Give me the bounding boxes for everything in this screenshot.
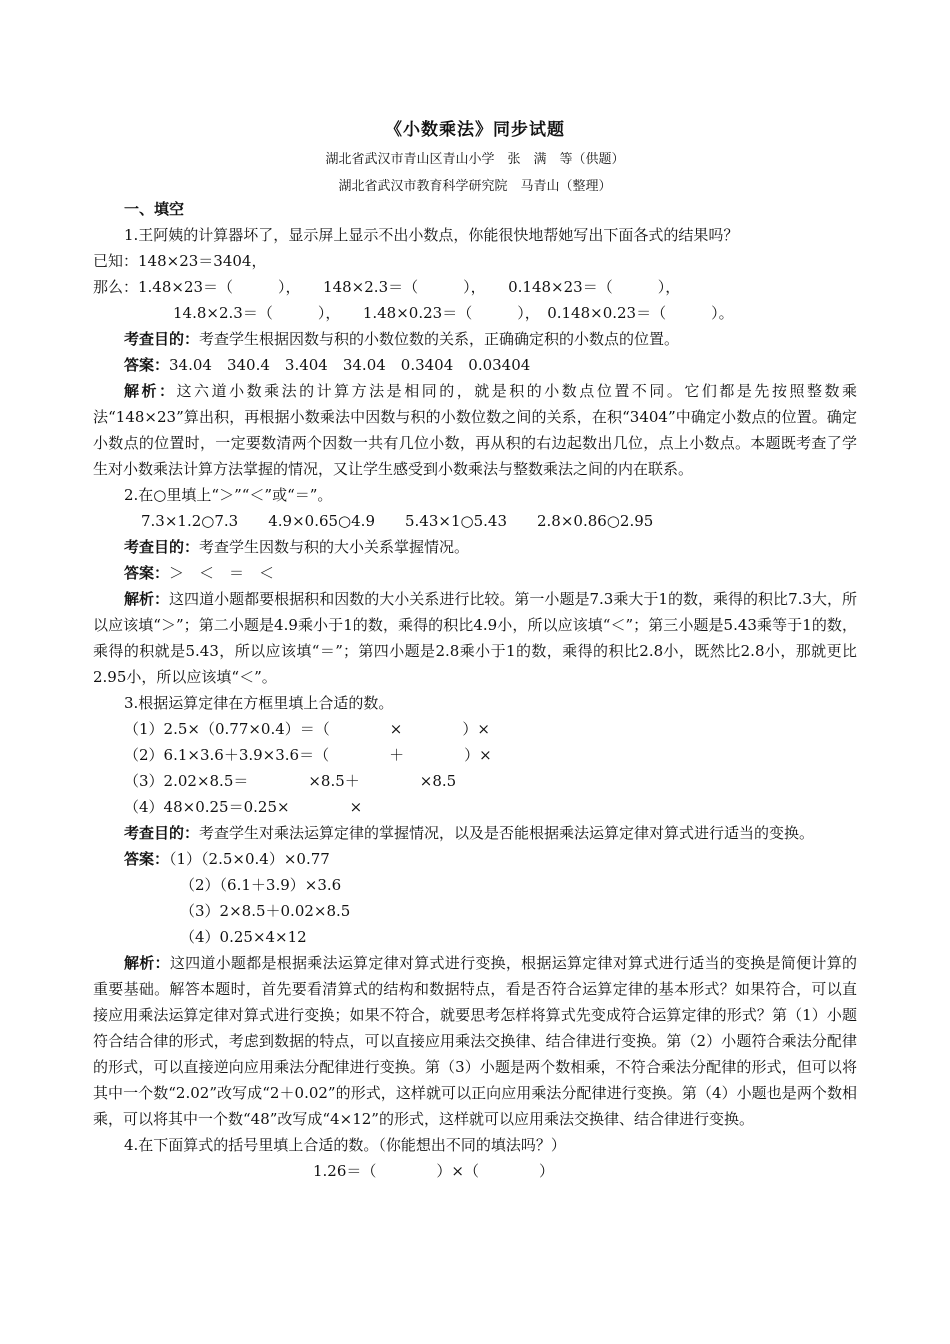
q2-purpose: [93, 534, 857, 560]
answer-label: 答案：: [124, 850, 170, 868]
q2-question: 2.在○里填上“＞”“＜”或“＝”。: [124, 486, 333, 504]
q1-purpose-text: 考查学生根据因数与积的小数位数的关系，正确确定积的小数点的位置。: [199, 330, 680, 348]
q3-analysis-text: 这四道小题都是根据乘法运算定律对算式进行变换，根据运算定律对算式进行适当的变换是简便计算的重要基础。解答本题时，首先要看清算式的结构和数据特点，看是否符合运算定律的基本形式？如果符合，可以直接应用乘法运算定律对算式进行变换；如果不符合，就要思考怎样将算式先变成符合运算定律的形式？第（1）小题符合结合律的形式，考虑到数据的特点，可以直接应用乘法交换律、结合律进行变换。第（2）小题符合乘法分配律的形式，可以直接逆向应用乘法分配律进行变换。第（3）小题是两个数相乘，不符合乘法分配律的形式，但可以将其中一个数“2.02”改写成“2＋0.02”的形式，这样就可以正向应用乘法分配律进行变换。第（4）小题也是两个数相乘，可以将其中一个数“48”改写成“4×12”的形式，这样就可以应用乘法交换律、结合律进行变换。: [93, 954, 857, 1128]
q1-row1: 那么：1.48×23＝（ ）， 148×2.3＝（ ）， 0.148×23＝（ ），: [93, 278, 681, 296]
q1-known: 已知：148×23＝3404，: [93, 252, 267, 270]
q3-answer-3: （3）2×8.5＋0.02×8.5: [180, 902, 351, 920]
q3-question: 3.根据运算定律在方框里填上合适的数。: [124, 694, 394, 712]
q2-analysis-text: 这四道小题都要根据积和因数的大小关系进行比较。第一小题是7.3乘大于1的数，乘得的积比7.3大，所以应该填“＞”；第二小题是4.9乘小于1的数，乘得的积比4.9小，所以应该填“＜”；第三小题是5.43乘等于1的数，乘得的积就是5.43，所以应该填“＝”；第四小题是2.8乘小于1的数，乘得的积比2.8小，既然比2.8小，那就更比2.95小，所以应该填“＜”。: [93, 590, 857, 686]
q1-row2: 14.8×2.3＝（ ）， 1.48×0.23＝（ ）， 0.148×0.23＝（ ）。: [173, 304, 734, 322]
purpose-label: 考查目的：: [124, 330, 200, 348]
q3-item-4: （4）48×0.25＝0.25× ×: [124, 798, 363, 816]
q2-answer: [93, 560, 857, 586]
section-heading: 一、填空: [124, 200, 185, 218]
q3-item-3: （3）2.02×8.5＝ ×8.5＋ ×8.5: [124, 772, 457, 790]
document-body: [93, 196, 857, 1184]
analysis-label: 解析：: [124, 382, 177, 400]
q3-purpose-text: 考查学生对乘法运算定律的掌握情况，以及是否能根据乘法运算定律对算式进行适当的变换。: [199, 824, 815, 842]
document-title: 《小数乘法》同步试题: [385, 120, 565, 140]
q1-answer-text: 34.04 340.4 3.404 34.04 0.3404 0.03404: [169, 356, 531, 374]
purpose-label: 考查目的：: [124, 824, 200, 842]
q3-answer-4: （4）0.25×4×12: [180, 928, 307, 946]
q1-purpose: [93, 326, 857, 352]
q4-item: 1.26＝（ ）×（ ）: [313, 1162, 554, 1180]
q3-answer-1: [93, 846, 857, 872]
q1-analysis: [93, 378, 857, 482]
subtitle-provider: 湖北省武汉市青山区青山小学 张 满 等（供题）: [325, 152, 625, 167]
q2-purpose-text: 考查学生因数与积的大小关系掌握情况。: [199, 538, 470, 556]
subtitle-editor: 湖北省武汉市教育科学研究院 马青山（整理）: [338, 179, 612, 194]
q2-items: 7.3×1.2○7.3 4.9×0.65○4.9 5.43×1○5.43 2.8×0.86○2.95: [141, 512, 654, 530]
q3-answer-2: （2）（6.1＋3.9）×3.6: [180, 876, 342, 894]
q3-item-2: （2）6.1×3.6＋3.9×3.6＝（ ＋ ）×: [124, 746, 492, 764]
answer-label: 答案：: [124, 356, 170, 374]
purpose-label: 考查目的：: [124, 538, 200, 556]
q3-item-1: （1）2.5×（0.77×0.4）＝（ × ）×: [124, 720, 490, 738]
answer-label: 答案：: [124, 564, 170, 582]
q3-analysis: [93, 950, 857, 1132]
q1-answer: [93, 352, 857, 378]
q2-answer-text: ＞ ＜ ＝ ＜: [169, 564, 275, 582]
q3-answer-text-1: （1）（2.5×0.4）×0.77: [169, 850, 330, 868]
q1-analysis-text: 这六道小数乘法的计算方法是相同的，就是积的小数点位置不同。它们都是先按照整数乘法“148×23”算出积，再根据小数乘法中因数与积的小数位数之间的关系，在积“3404”中确定小数点的位置。确定小数点的位置时，一定要数清两个因数一共有几位小数，再从积的右边起数出几位，点上小数点。本题既考查了学生对小数乘法计算方法掌握的情况，又让学生感受到小数乘法与整数乘法之间的内在联系。: [93, 382, 857, 478]
q4-question: 4.在下面算式的括号里填上合适的数。（你能想出不同的填法吗？）: [124, 1136, 566, 1154]
q3-purpose: [93, 820, 857, 846]
analysis-label: 解析：: [124, 954, 170, 972]
analysis-label: 解析：: [124, 590, 170, 608]
q1-question: 1.王阿姨的计算器坏了，显示屏上显示不出小数点，你能很快地帮她写出下面各式的结果吗？: [124, 226, 739, 244]
q2-analysis: [93, 586, 857, 690]
